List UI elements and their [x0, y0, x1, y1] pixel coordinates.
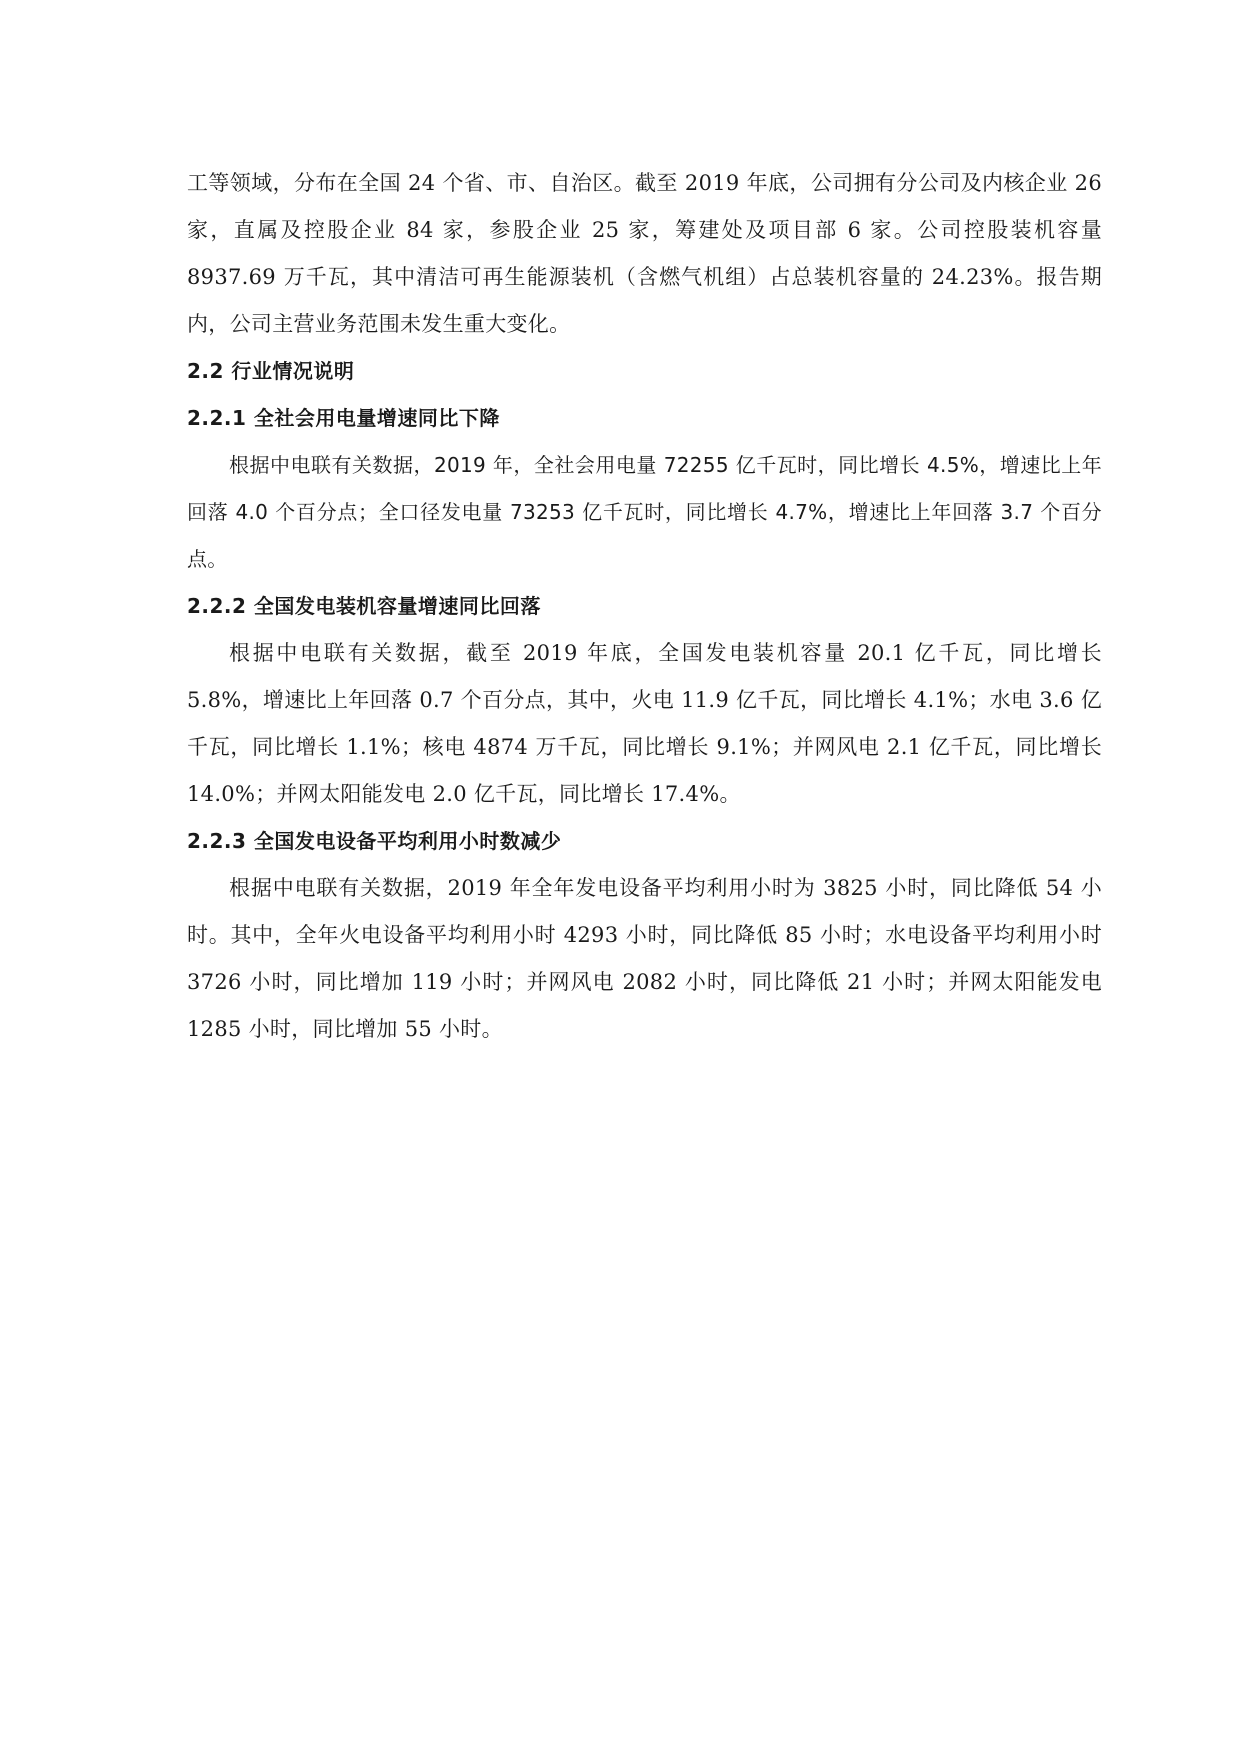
section-heading-2-2-3: 2.2.3 全国发电设备平均利用小时数减少 [187, 829, 562, 853]
paragraph-2-2-1: 根据中电联有关数据，2019 年，全社会用电量 72255 亿千瓦时，同比增长 4.5%，增速比上年回落 4.0 个百分点；全口径发电量 73253 亿千瓦时，同比增长 4.7%，增速比上年回落 3.7 个百分点。 [187, 453, 1102, 571]
section-heading-2-2: 2.2 行业情况说明 [187, 359, 355, 383]
section-heading-2-2-1: 2.2.1 全社会用电量增速同比下降 [187, 406, 500, 430]
document-body [187, 160, 1102, 1053]
section-heading-2-2-2: 2.2.2 全国发电装机容量增速同比回落 [187, 594, 541, 618]
intro-paragraph: 工等领域，分布在全国 24 个省、市、自治区。截至 2019 年底，公司拥有分公司及内核企业 26 家，直属及控股企业 84 家，参股企业 25 家，筹建处及项目部 6 家。公司控股装机容量 8937.69 万千瓦，其中清洁可再生能源装机（含燃气机组）占总装机容量的 24.23%。报告期内，公司主营业务范围未发生重大变化。 [187, 171, 1102, 336]
paragraph-2-2-2: 根据中电联有关数据，截至 2019 年底，全国发电装机容量 20.1 亿千瓦，同比增长 5.8%，增速比上年回落 0.7 个百分点，其中，火电 11.9 亿千瓦，同比增长 4.1%；水电 3.6 亿千瓦，同比增长 1.1%；核电 4874 万千瓦，同比增长 9.1%；并网风电 2.1 亿千瓦，同比增长 14.0%；并网太阳能发电 2.0 亿千瓦，同比增长 17.4%。 [187, 641, 1102, 806]
paragraph-2-2-3: 根据中电联有关数据，2019 年全年发电设备平均利用小时为 3825 小时，同比降低 54 小时。其中，全年火电设备平均利用小时 4293 小时，同比降低 85 小时；水电设备平均利用小时 3726 小时，同比增加 119 小时；并网风电 2082 小时，同比降低 21 小时；并网太阳能发电 1285 小时，同比增加 55 小时。 [187, 876, 1102, 1041]
